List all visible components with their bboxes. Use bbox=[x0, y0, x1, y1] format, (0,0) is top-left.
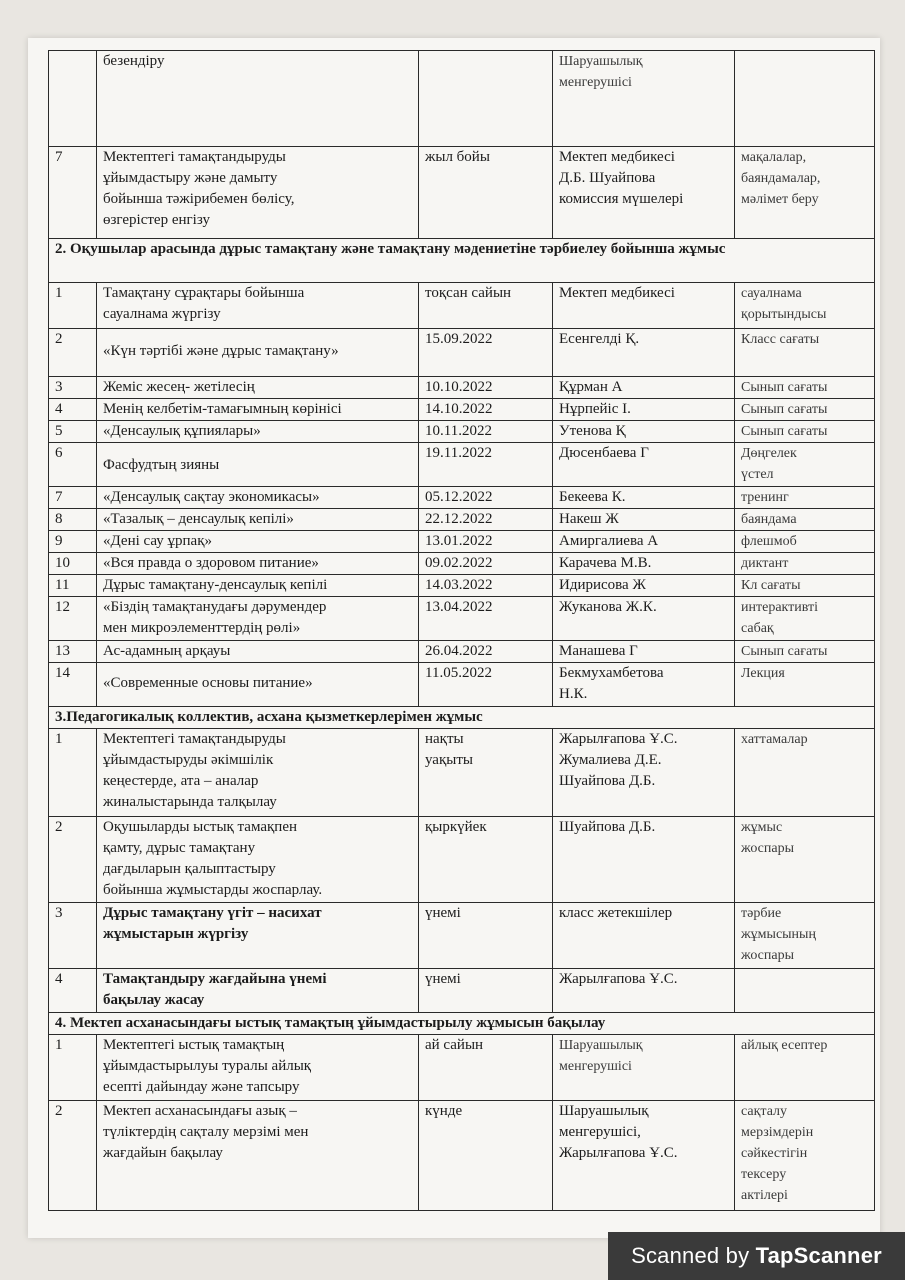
form-cell: Сынып сағаты bbox=[735, 641, 875, 663]
activity-cell: Мектептегі тамақтандыруды ұйымдастыруды әкімшілік кеңестерде, ата – аналар жиналыстарында талқылау bbox=[97, 729, 419, 817]
activity-cell: «Күн тәртібі және дұрыс тамақтану» bbox=[97, 329, 419, 377]
table-row bbox=[49, 903, 875, 969]
form-cell: мақалалар, баяндамалар, мәлімет беру bbox=[735, 147, 875, 239]
responsible-cell: Жуканова Ж.К. bbox=[553, 597, 735, 641]
table-row bbox=[49, 377, 875, 399]
row-number: 4 bbox=[49, 969, 97, 1013]
responsible-cell: Мектеп медбикесі bbox=[553, 283, 735, 329]
responsible-cell: Құрман А bbox=[553, 377, 735, 399]
activity-cell: Жеміс жесең- жетілесің bbox=[97, 377, 419, 399]
form-cell: тәрбие жұмысының жоспары bbox=[735, 903, 875, 969]
activity-cell: Менің келбетім-тамағымның көрінісі bbox=[97, 399, 419, 421]
activity-cell: «Дені сау ұрпақ» bbox=[97, 531, 419, 553]
responsible-cell: Есенгелді Қ. bbox=[553, 329, 735, 377]
form-cell: Класс сағаты bbox=[735, 329, 875, 377]
row-number: 6 bbox=[49, 443, 97, 487]
time-cell: үнемі bbox=[419, 903, 553, 969]
row-number: 12 bbox=[49, 597, 97, 641]
form-cell: айлық есептер bbox=[735, 1035, 875, 1101]
responsible-cell: Идирисова Ж bbox=[553, 575, 735, 597]
table-row bbox=[49, 641, 875, 663]
section-row bbox=[49, 1013, 875, 1035]
form-cell: интерактивті сабақ bbox=[735, 597, 875, 641]
responsible-cell: Утенова Қ bbox=[553, 421, 735, 443]
responsible-cell: Шаруашылық менгерушісі, Жарылғапова Ұ.С. bbox=[553, 1101, 735, 1211]
responsible-cell: Карачева М.В. bbox=[553, 553, 735, 575]
row-number: 4 bbox=[49, 399, 97, 421]
activity-cell: Фасфудтың зияны bbox=[97, 443, 419, 487]
section-3-title: 3.Педагогикалық коллектив, асхана қызметкерлерімен жұмыс bbox=[49, 707, 875, 729]
scanner-watermark bbox=[608, 1232, 905, 1280]
activity-cell: Дұрыс тамақтану-денсаулық кепілі bbox=[97, 575, 419, 597]
section-row bbox=[49, 707, 875, 729]
table-row bbox=[49, 147, 875, 239]
row-number: 3 bbox=[49, 903, 97, 969]
form-cell: хаттамалар bbox=[735, 729, 875, 817]
form-cell: Дөңгелек үстел bbox=[735, 443, 875, 487]
table-row bbox=[49, 663, 875, 707]
time-cell: 13.01.2022 bbox=[419, 531, 553, 553]
time-cell: 13.04.2022 bbox=[419, 597, 553, 641]
table-row bbox=[49, 1101, 875, 1211]
table-row bbox=[49, 553, 875, 575]
row-number: 8 bbox=[49, 509, 97, 531]
row-number: 11 bbox=[49, 575, 97, 597]
row-number: 1 bbox=[49, 729, 97, 817]
activity-cell: «Тазалық – денсаулық кепілі» bbox=[97, 509, 419, 531]
row-number: 1 bbox=[49, 283, 97, 329]
activity-cell: Мектеп асханасындағы азық – түліктердің сақталу мерзімі мен жағдайын бақылау bbox=[97, 1101, 419, 1211]
form-cell: диктант bbox=[735, 553, 875, 575]
table-row bbox=[49, 509, 875, 531]
responsible-cell: Накеш Ж bbox=[553, 509, 735, 531]
time-cell: 15.09.2022 bbox=[419, 329, 553, 377]
form-cell: жұмыс жоспары bbox=[735, 817, 875, 903]
activity-cell: безендіру bbox=[97, 51, 419, 147]
form-cell: тренинг bbox=[735, 487, 875, 509]
watermark-brand: TapScanner bbox=[755, 1243, 882, 1268]
section-2-title: 2. Оқушылар арасында дұрыс тамақтану және тамақтану мәдениетіне тәрбиелеу бойынша жұмыс bbox=[49, 239, 875, 283]
table-row bbox=[49, 575, 875, 597]
form-cell: Лекция bbox=[735, 663, 875, 707]
section-row bbox=[49, 239, 875, 283]
row-number: 2 bbox=[49, 1101, 97, 1211]
time-cell: қыркүйек bbox=[419, 817, 553, 903]
form-cell: Сынып сағаты bbox=[735, 421, 875, 443]
row-number: 9 bbox=[49, 531, 97, 553]
table-row bbox=[49, 729, 875, 817]
time-cell: 10.11.2022 bbox=[419, 421, 553, 443]
activity-cell: «Денсаулық сақтау экономикасы» bbox=[97, 487, 419, 509]
row-number: 2 bbox=[49, 817, 97, 903]
time-cell: 19.11.2022 bbox=[419, 443, 553, 487]
time-cell: тоқсан сайын bbox=[419, 283, 553, 329]
activity-cell: Мектептегі ыстық тамақтың ұйымдастырылуы туралы айлық есепті дайындау және тапсыру bbox=[97, 1035, 419, 1101]
form-cell: флешмоб bbox=[735, 531, 875, 553]
activity-cell: Тамақтану сұрақтары бойынша сауалнама жүргізу bbox=[97, 283, 419, 329]
table-row bbox=[49, 399, 875, 421]
form-cell: баяндама bbox=[735, 509, 875, 531]
form-cell: Сынып сағаты bbox=[735, 377, 875, 399]
table-row bbox=[49, 283, 875, 329]
time-cell: 10.10.2022 bbox=[419, 377, 553, 399]
table-row bbox=[49, 531, 875, 553]
activity-cell: Мектептегі тамақтандыруды ұйымдастыру және дамыту бойынша тәжірибемен бөлісу, өзгерістер енгізу bbox=[97, 147, 419, 239]
row-number: 2 bbox=[49, 329, 97, 377]
activity-cell: Ас-адамның арқауы bbox=[97, 641, 419, 663]
time-cell: 05.12.2022 bbox=[419, 487, 553, 509]
responsible-cell: Амиргалиева А bbox=[553, 531, 735, 553]
row-number: 7 bbox=[49, 487, 97, 509]
activity-cell: «Современные основы питание» bbox=[97, 663, 419, 707]
time-cell bbox=[419, 51, 553, 147]
time-cell: нақты уақыты bbox=[419, 729, 553, 817]
responsible-cell: Жарылғапова Ұ.С. bbox=[553, 969, 735, 1013]
activity-cell: «Біздің тамақтанудағы дәрумендер мен микроэлементтердің рөлі» bbox=[97, 597, 419, 641]
activity-cell: Тамақтандыру жағдайына үнемі бақылау жасау bbox=[97, 969, 419, 1013]
row-number: 3 bbox=[49, 377, 97, 399]
table-row bbox=[49, 443, 875, 487]
responsible-cell: Бекмухамбетова Н.К. bbox=[553, 663, 735, 707]
table-row bbox=[49, 597, 875, 641]
watermark-prefix: Scanned by bbox=[631, 1243, 756, 1268]
form-cell: сақталу мерзімдерін сәйкестігін тексеру актілері bbox=[735, 1101, 875, 1211]
time-cell: 26.04.2022 bbox=[419, 641, 553, 663]
time-cell: 14.10.2022 bbox=[419, 399, 553, 421]
time-cell: 11.05.2022 bbox=[419, 663, 553, 707]
table-row bbox=[49, 817, 875, 903]
responsible-cell: Шаруашылық менгерушісі bbox=[553, 51, 735, 147]
activity-cell: «Вся правда о здоровом питание» bbox=[97, 553, 419, 575]
responsible-cell: Дюсенбаева Г bbox=[553, 443, 735, 487]
form-cell: Кл сағаты bbox=[735, 575, 875, 597]
section-4-title: 4. Мектеп асханасындағы ыстық тамақтың ұйымдастырылу жұмысын бақылау bbox=[49, 1013, 875, 1035]
row-number: 13 bbox=[49, 641, 97, 663]
responsible-cell: Жарылғапова Ұ.С. Жумалиева Д.Е. Шуайпова Д.Б. bbox=[553, 729, 735, 817]
row-number bbox=[49, 51, 97, 147]
table-row bbox=[49, 487, 875, 509]
time-cell: күнде bbox=[419, 1101, 553, 1211]
form-cell: Сынып сағаты bbox=[735, 399, 875, 421]
table-row bbox=[49, 969, 875, 1013]
responsible-cell: Бекеева К. bbox=[553, 487, 735, 509]
activity-cell: Оқушыларды ыстық тамақпен қамту, дұрыс тамақтану дағдыларын қалыптастыру бойынша жұмыстарды жоспарлау. bbox=[97, 817, 419, 903]
plan-table bbox=[48, 50, 875, 1211]
time-cell: үнемі bbox=[419, 969, 553, 1013]
table-row bbox=[49, 51, 875, 147]
table-row bbox=[49, 421, 875, 443]
time-cell: 14.03.2022 bbox=[419, 575, 553, 597]
responsible-cell: Мектеп медбикесі Д.Б. Шуайпова комиссия мүшелері bbox=[553, 147, 735, 239]
row-number: 7 bbox=[49, 147, 97, 239]
form-cell bbox=[735, 51, 875, 147]
form-cell: сауалнама қорытындысы bbox=[735, 283, 875, 329]
responsible-cell: Шуайпова Д.Б. bbox=[553, 817, 735, 903]
responsible-cell: Манашева Г bbox=[553, 641, 735, 663]
time-cell: ай сайын bbox=[419, 1035, 553, 1101]
row-number: 10 bbox=[49, 553, 97, 575]
row-number: 5 bbox=[49, 421, 97, 443]
responsible-cell: класс жетекшілер bbox=[553, 903, 735, 969]
responsible-cell: Шаруашылық менгерушісі bbox=[553, 1035, 735, 1101]
activity-cell: «Денсаулық құпиялары» bbox=[97, 421, 419, 443]
row-number: 1 bbox=[49, 1035, 97, 1101]
table-row bbox=[49, 1035, 875, 1101]
time-cell: жыл бойы bbox=[419, 147, 553, 239]
form-cell bbox=[735, 969, 875, 1013]
activity-cell: Дұрыс тамақтану үгіт – насихат жұмыстарын жүргізу bbox=[97, 903, 419, 969]
time-cell: 09.02.2022 bbox=[419, 553, 553, 575]
row-number: 14 bbox=[49, 663, 97, 707]
time-cell: 22.12.2022 bbox=[419, 509, 553, 531]
responsible-cell: Нұрпейіс І. bbox=[553, 399, 735, 421]
table-row bbox=[49, 329, 875, 377]
